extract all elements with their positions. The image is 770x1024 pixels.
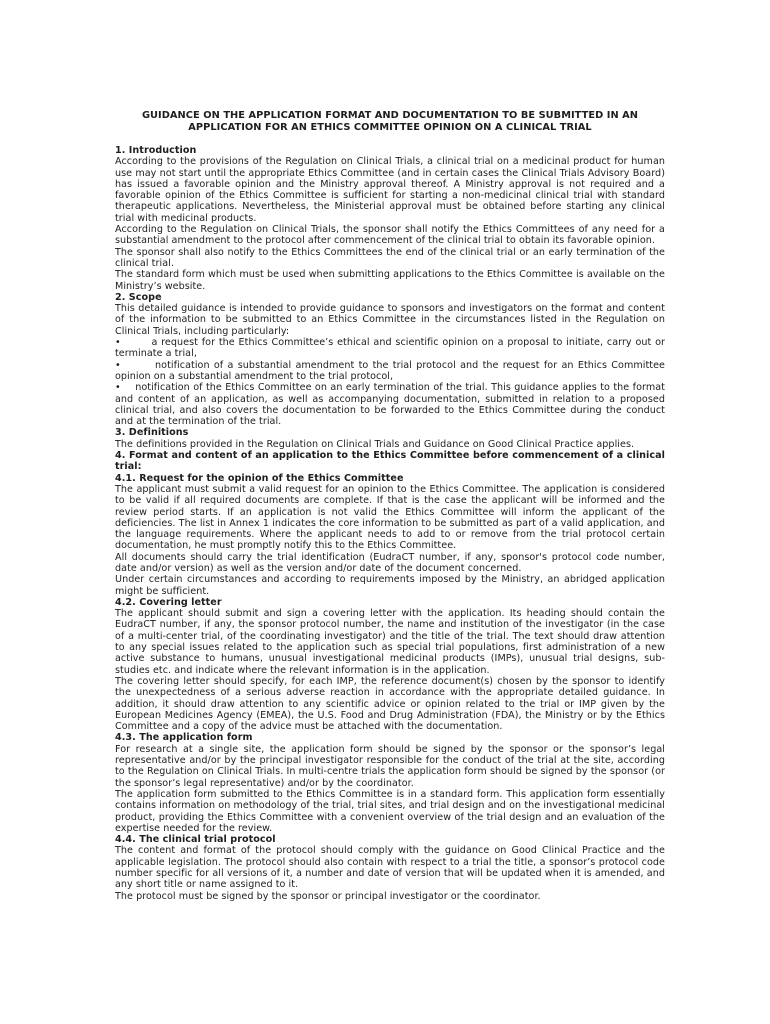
paragraph: The standard form which must be used when submitting applications to the Ethics Committee is available on the Ministry’s website. bbox=[115, 269, 665, 292]
bullet-symbol: • bbox=[115, 337, 121, 349]
document-title bbox=[115, 110, 665, 134]
paragraph: The application form submitted to the Ethics Committee is in a standard form. This application form essentially contains information on methodology of the trial, trial sites, and trial design and on the investigational medicinal product, providing the Ethics Committee with a convenient overview of the trial design and an evaluation of the expertise needed for the review. bbox=[115, 788, 665, 834]
subsection-heading-clinical-trial-protocol: 4.4. The clinical trial protocol bbox=[115, 834, 276, 846]
bullet-text: notification of the Ethics Committee on an early termination of the trial. This guidance applies to the format and content of an application, as well as accompanying documentation, submitted in relation to a proposed clinical trial, and also covers the documentation to be forwarded to the Ethics Committee during the conduct and at the termination of the trial. bbox=[115, 382, 665, 428]
section-heading-definitions: 3. Definitions bbox=[115, 427, 189, 439]
paragraph: The content and format of the protocol should comply with the guidance on Good Clinical Practice and the applicable legislation. The protocol should also contain with respect to a trial the title, a sponsor’s protocol code number specific for all versions of it, a number and date of version that will be updated when it is amended, and any short title or name assigned to it. bbox=[115, 845, 665, 891]
paragraph: The sponsor shall also notify to the Ethics Committees the end of the clinical trial or an early termination of the clinical trial. bbox=[115, 246, 665, 269]
bullet-symbol: • bbox=[115, 382, 121, 394]
title-line-2: APPLICATION FOR AN ETHICS COMMITTEE OPINION ON A CLINICAL TRIAL bbox=[188, 122, 592, 133]
section-heading-scope: 2. Scope bbox=[115, 291, 162, 303]
section-heading-introduction: 1. Introduction bbox=[115, 145, 197, 156]
section-heading-format-and-content: 4. Format and content of an application to the Ethics Committee before commencement of a clinical trial: bbox=[115, 450, 665, 473]
bullet-item bbox=[115, 360, 665, 383]
subsection-heading-application-form: 4.3. The application form bbox=[115, 732, 253, 744]
paragraph: Under certain circumstances and according to requirements imposed by the Ministry, an abridged application might be sufficient. bbox=[115, 574, 665, 597]
paragraph: The protocol must be signed by the sponsor or principal investigator or the coordinator. bbox=[115, 890, 541, 902]
paragraph: The applicant should submit and sign a covering letter with the application. Its heading should contain the EudraCT number, if any, the sponsor protocol number, the name and institution of the investigator (in the case of a multi-center trial, of the coordinating investigator) and the title of the trial. The text should draw attention to any special issues related to the application such as special trial populations, first administration of a new active substance to humans, unusual investigational medicinal products (IMPs), unusual trial designs, sub-studies etc. and indicate where the relevant information is in the application. bbox=[115, 608, 665, 676]
subsection-heading-covering-letter: 4.2. Covering letter bbox=[115, 596, 222, 608]
paragraph: For research at a single site, the application form should be signed by the sponsor or the sponsor’s legal representative and/or by the principal investigator responsible for the conduct of the trial at the site, according to the Regulation on Clinical Trials. In multi-centre trials the application form should be signed by the sponsor (or the sponsor’s legal representative) and/or by the coordinator. bbox=[115, 743, 665, 789]
bullet-text: notification of a substantial amendment to the trial protocol and the request for an Ethics Committee opinion on a substantial amendment to the trial protocol, bbox=[115, 359, 665, 382]
bullet-item bbox=[115, 382, 665, 427]
paragraph: The covering letter should specify, for each IMP, the reference document(s) chosen by the sponsor to identify the unexpectedness of a serious adverse reaction in accordance with the appropriate detailed guidance. In addition, it should draw attention to any scientific advice or opinion related to the trial or IMP given by the European Medicines Agency (EMEA), the U.S. Food and Drug Administration (FDA), the Ministry or by the Ethics Committee and a copy of the advice must be attached with the documentation. bbox=[115, 675, 665, 733]
paragraph: According to the provisions of the Regulation on Clinical Trials, a clinical trial on a medicinal product for human use may not start until the appropriate Ethics Committee (and in certain cases the Clinical Trials Advisory Board) has issued a favorable opinion and the Ministry approval thereof. A Ministry approval is not required and a favorable opinion of the Ethics Committee is sufficient for starting a non-medicinal clinical trial with standard therapeutic applications. Nevertheless, the Ministerial approval must be obtained before starting any clinical trial with medicinal products. bbox=[115, 156, 665, 224]
paragraph: The applicant must submit a valid request for an opinion to the Ethics Committee. The application is considered to be valid if all required documents are complete. If that is the case the applicant will be informed and the review period starts. If an application is not valid the Ethics Committee will inform the applicant of the deficiencies. The list in Annex 1 indicates the core information to be submitted as part of a valid application, and the language requirements. Where the applicant needs to add to or remove from the trial protocol certain documentation, he must promptly notify this to the Ethics Committee. bbox=[115, 483, 665, 552]
title-line-1: GUIDANCE ON THE APPLICATION FORMAT AND DOCUMENTATION TO BE SUBMITTED IN AN bbox=[141, 110, 639, 121]
bullet-text: a request for the Ethics Committee’s ethical and scientific opinion on a proposal to initiate, carry out or terminate a trial, bbox=[115, 337, 665, 360]
paragraph: According to the Regulation on Clinical Trials, the sponsor shall notify the Ethics Committees of any need for a substantial amendment to the protocol after commencement of the clinical trial to obtain its favorable opinion. bbox=[115, 224, 665, 247]
document-page bbox=[115, 110, 665, 902]
paragraph: All documents should carry the trial identification (EudraCT number, if any, sponsor's protocol code number, date and/or version) as well as the version and/or date of the document concerned. bbox=[115, 551, 665, 574]
paragraph: The definitions provided in the Regulation on Clinical Trials and Guidance on Good Clinical Practice applies. bbox=[115, 438, 635, 450]
paragraph: This detailed guidance is intended to provide guidance to sponsors and investigators on the format and content of the information to be submitted to an Ethics Committee in the circumstances listed in the Regulation on Clinical Trials, including particularly: bbox=[115, 303, 665, 337]
subsection-heading-request-for-opinion: 4.1. Request for the opinion of the Ethics Committee bbox=[115, 472, 404, 484]
bullet-symbol: • bbox=[115, 359, 121, 371]
bullet-item bbox=[115, 337, 665, 360]
